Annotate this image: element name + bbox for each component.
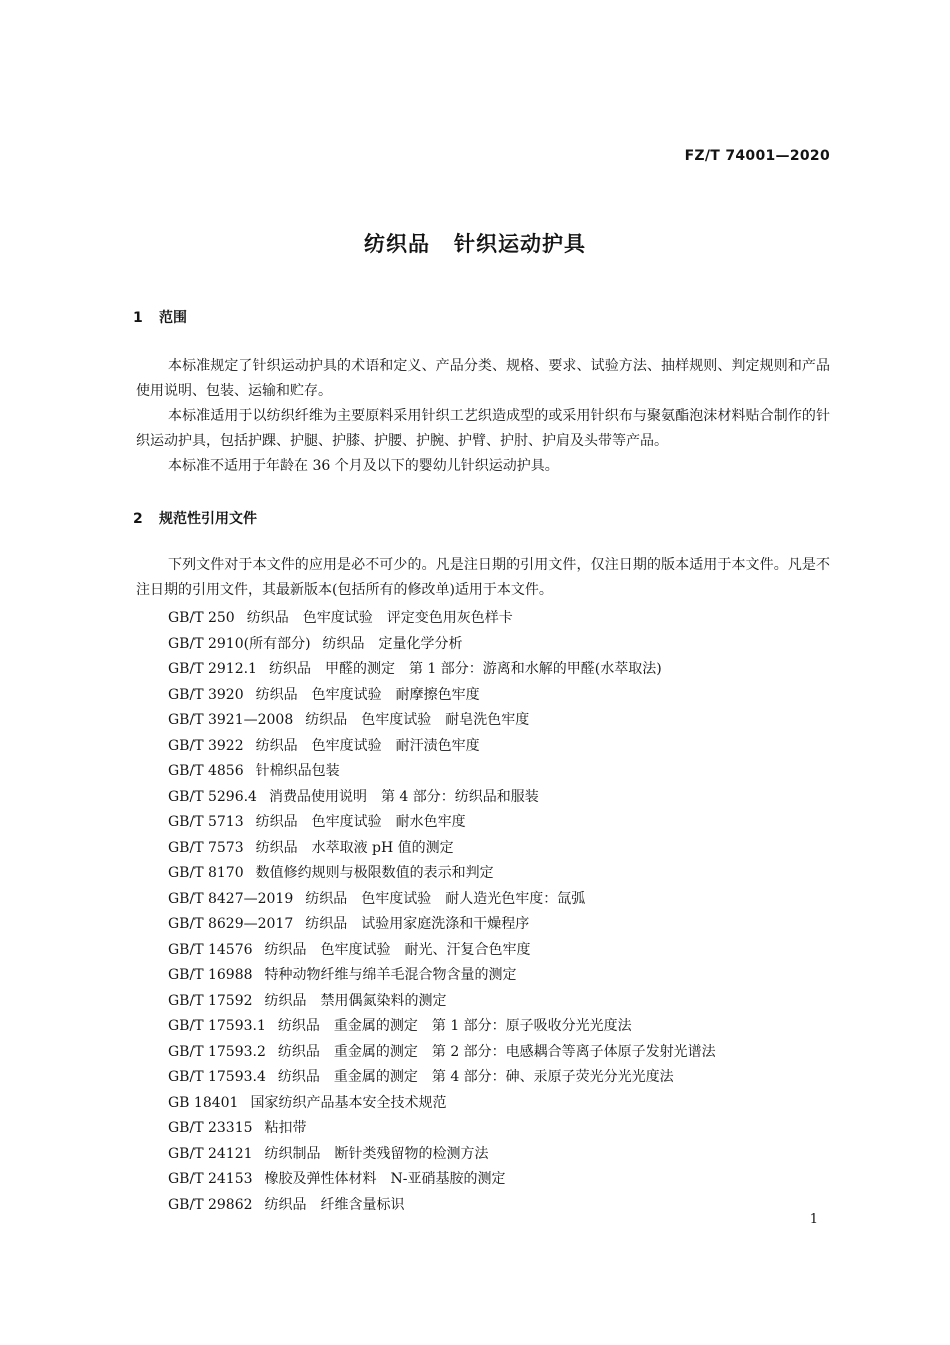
reference-code: GB/T 7573 [168,839,244,856]
reference-item [168,785,716,811]
reference-item [168,734,716,760]
reference-code: GB/T 8427—2019 [168,890,294,907]
section-1-title: 范围 [159,310,187,326]
reference-title: 纺织品 色牢度试验 耐水色牢度 [255,814,466,830]
reference-title: 纺织品 色牢度试验 评定变色用灰色样卡 [246,610,513,626]
reference-title: 纺织品 重金属的测定 第 2 部分：电感耦合等离子体原子发射光谱法 [277,1043,716,1060]
reference-item [168,657,716,683]
reference-code: GB/T 17593.2 [168,1043,266,1060]
reference-item [168,912,716,938]
reference-item [168,632,716,658]
reference-item [168,938,716,964]
reference-title: 纺织品 色牢度试验 耐人造光色牢度：氙弧 [305,890,586,907]
reference-title: 纺织品 定量化学分析 [322,635,463,652]
reference-code: GB/T 8629—2017 [168,916,294,932]
reference-title: 橡胶及弹性体材料 N-亚硝基胺的测定 [264,1171,506,1187]
reference-code: GB/T 14576 [168,941,253,958]
reference-code: GB/T 2910(所有部分) [168,635,311,652]
reference-code: GB/T 17593.1 [168,1018,266,1034]
reference-title: 消费品使用说明 第 4 部分：纺织品和服装 [268,788,539,805]
reference-item [168,1193,716,1219]
standard-number: FZ/T 74001—2020 [684,148,830,164]
reference-code: GB/T 2912.1 [168,661,257,677]
reference-item [168,1040,716,1066]
reference-item [168,1065,716,1091]
reference-code: GB/T 17593.4 [168,1069,266,1085]
reference-code: GB/T 8170 [168,865,244,881]
reference-item [168,1116,716,1142]
section-1-heading [133,307,187,327]
reference-list [168,606,716,1218]
reference-title: 国家纺织产品基本安全技术规范 [250,1094,447,1111]
reference-title: 针棉织品包装 [255,763,340,779]
reference-title: 纺织品 色牢度试验 耐摩擦色牢度 [255,686,480,703]
reference-code: GB/T 23315 [168,1120,253,1136]
reference-item [168,963,716,989]
reference-code: GB/T 24121 [168,1145,253,1162]
reference-item [168,606,716,632]
reference-code: GB/T 250 [168,610,235,626]
reference-item [168,861,716,887]
references-intro: 下列文件对于本文件的应用是必不可少的。凡是注日期的引用文件，仅注日期的版本适用于本文件。凡是不注日期的引用文件，其最新版本(包括所有的修改单)适用于本文件。 [136,557,830,598]
reference-item [168,989,716,1015]
reference-item [168,683,716,709]
scope-paragraph-1: 本标准规定了针织运动护具的术语和定义、产品分类、规格、要求、试验方法、抽样规则、判定规则和产品使用说明、包装、运输和贮存。 [136,358,830,399]
reference-item [168,708,716,734]
reference-code: GB/T 3921—2008 [168,712,294,728]
reference-item [168,836,716,862]
reference-code: GB/T 5713 [168,814,244,830]
reference-title: 纺织品 重金属的测定 第 4 部分：砷、汞原子荧光分光光度法 [277,1069,674,1085]
section-1-number: 1 [133,310,143,326]
scope-paragraph-2: 本标准适用于以纺织纤维为主要原料采用针织工艺织造成型的或采用针织布与聚氨酯泡沫材料贴合制作的针织运动护具，包括护踝、护腿、护膝、护腰、护腕、护臂、护肘、护肩及头带等产品。 [136,408,830,449]
reference-title: 特种动物纤维与绵羊毛混合物含量的测定 [264,967,517,983]
reference-code: GB/T 16988 [168,967,253,983]
reference-code: GB 18401 [168,1094,239,1111]
reference-title: 纺织品 试验用家庭洗涤和干燥程序 [305,916,530,932]
reference-title: 纺织品 重金属的测定 第 1 部分：原子吸收分光光度法 [277,1018,632,1034]
reference-item [168,810,716,836]
document-title [0,228,950,258]
reference-title: 纺织品 色牢度试验 耐皂洗色牢度 [305,712,530,728]
reference-item [168,1014,716,1040]
title-part-2: 针织运动护具 [454,232,586,256]
reference-code: GB/T 24153 [168,1171,253,1187]
reference-item [168,1091,716,1117]
section-2-heading [133,508,257,528]
reference-code: GB/T 3920 [168,686,244,703]
reference-title: 纺织品 色牢度试验 耐汗渍色牢度 [255,737,480,754]
section-2-number: 2 [133,511,143,527]
reference-code: GB/T 5296.4 [168,788,257,805]
reference-item [168,1142,716,1168]
reference-code: GB/T 3922 [168,737,244,754]
reference-title: 纺织品 水萃取液 pH 值的测定 [255,839,454,856]
reference-item [168,887,716,913]
section-2-title: 规范性引用文件 [159,511,257,527]
reference-code: GB/T 4856 [168,763,244,779]
title-part-1: 纺织品 [364,232,430,256]
reference-title: 数值修约规则与极限数值的表示和判定 [255,865,494,881]
reference-title: 纺织品 色牢度试验 耐光、汗复合色牢度 [264,941,531,958]
page-number: 1 [809,1212,818,1227]
scope-paragraph-3: 本标准不适用于年龄在 36 个月及以下的婴幼儿针织运动护具。 [168,458,559,474]
reference-item [168,1167,716,1193]
reference-title: 粘扣带 [264,1120,307,1136]
reference-code: GB/T 29862 [168,1196,253,1213]
reference-title: 纺织品 禁用偶氮染料的测定 [264,992,447,1009]
reference-title: 纺织品 甲醛的测定 第 1 部分：游离和水解的甲醛(水萃取法) [268,661,662,677]
reference-title: 纺织品 纤维含量标识 [264,1196,405,1213]
reference-item [168,759,716,785]
reference-title: 纺织制品 断针类残留物的检测方法 [264,1145,489,1162]
reference-code: GB/T 17592 [168,992,253,1009]
